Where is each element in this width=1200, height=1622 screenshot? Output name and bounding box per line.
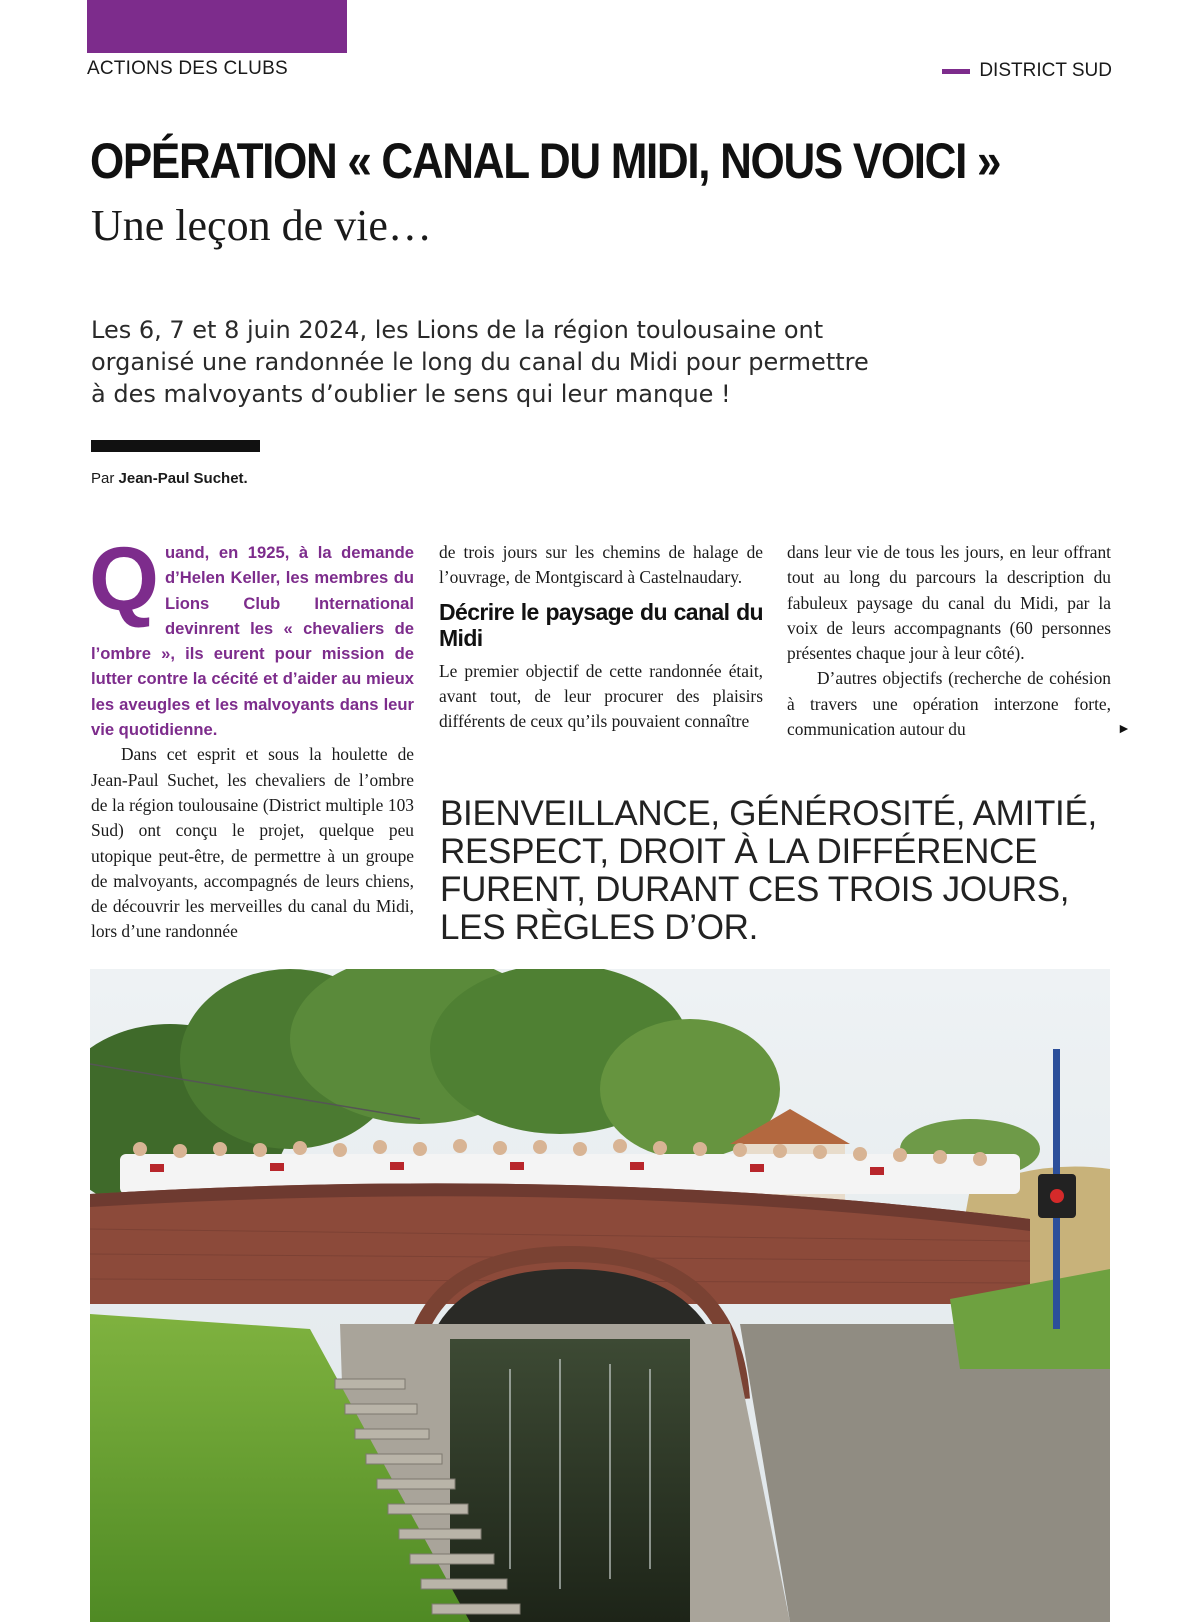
byline-author: Jean-Paul Suchet. (118, 470, 248, 487)
canal-bridge-photo (90, 969, 1110, 1622)
article-lead: Les 6, 7 et 8 juin 2024, les Lions de la région toulousaine ont organisé une randonnée le long du canal du Midi pour permettre à des malvoyants d’oublier le sens qui leur manque ! (91, 316, 869, 408)
intro-paragraph (89, 530, 414, 742)
subheading: Décrire le paysage du canal du Midi (439, 598, 763, 651)
pull-quote: BIENVEILLANCE, GÉNÉROSITÉ, AMITIÉ, RESPECT, DROIT À LA DIFFÉRENCE FURENT, DURANT CES TROIS JOURS, LES RÈGLES D’OR. (440, 794, 1097, 947)
district-dash (942, 69, 970, 74)
body-paragraph-2-continued: dans leur vie de tous les jours, en leur offrant tout au long du parcours la description du fabuleux paysage du canal du Midi, par la voix de leurs accompagnants (60 personnes présentes chaque jour à leur côté). (787, 542, 1111, 664)
byline-prefix: Par (91, 470, 115, 487)
body-paragraph-1: Dans cet esprit et sous la houlette de Jean-Paul Suchet, les chevaliers de l’ombre de la région toulousaine (District multiple 103 Sud) ont conçu le projet, quelque peu utopique peut-être, de permettre à un groupe de malvoyants, accompagnés de leurs chiens, de découvrir les merveilles du canal du Midi, lors d’une randonnée (91, 744, 414, 942)
section-label: ACTIONS DES CLUBS (87, 58, 288, 79)
lead-rule (91, 440, 260, 452)
district-text: DISTRICT SUD (979, 60, 1112, 81)
header-accent-bar (87, 0, 347, 53)
body-paragraph-3: D’autres objectifs (recherche de cohésion à travers une opération interzone forte, communication autour du (787, 668, 1111, 740)
continue-arrow-icon: ► (1117, 722, 1131, 737)
byline (91, 470, 248, 487)
body-paragraph-1-continued: de trois jours sur les chemins de halage de l’ouvrage, de Montgiscard à Castelnaudary. (439, 542, 763, 588)
column-3 (787, 540, 1111, 742)
district-label (942, 60, 1112, 82)
column-1 (89, 530, 414, 945)
article-title: OPÉRATION « CANAL DU MIDI, NOUS VOICI » (90, 133, 1001, 189)
drop-cap: Q (89, 530, 160, 630)
body-paragraph-2: Le premier objectif de cette randonnée était, avant tout, de leur procurer des plaisirs différents de ceux qu’ils pouvaient connaître (439, 660, 763, 732)
intro-text: uand, en 1925, à la demande d’Helen Keller, les membres du Lions Club International devinrent les « chevaliers de l’ombre », ils eurent pour mission de lutter contre la cécité et d’aider au mieux les aveugles et les malvoyants dans leur vie quotidienne. (91, 543, 414, 740)
article-subtitle: Une leçon de vie… (91, 201, 432, 250)
column-2 (439, 540, 763, 734)
